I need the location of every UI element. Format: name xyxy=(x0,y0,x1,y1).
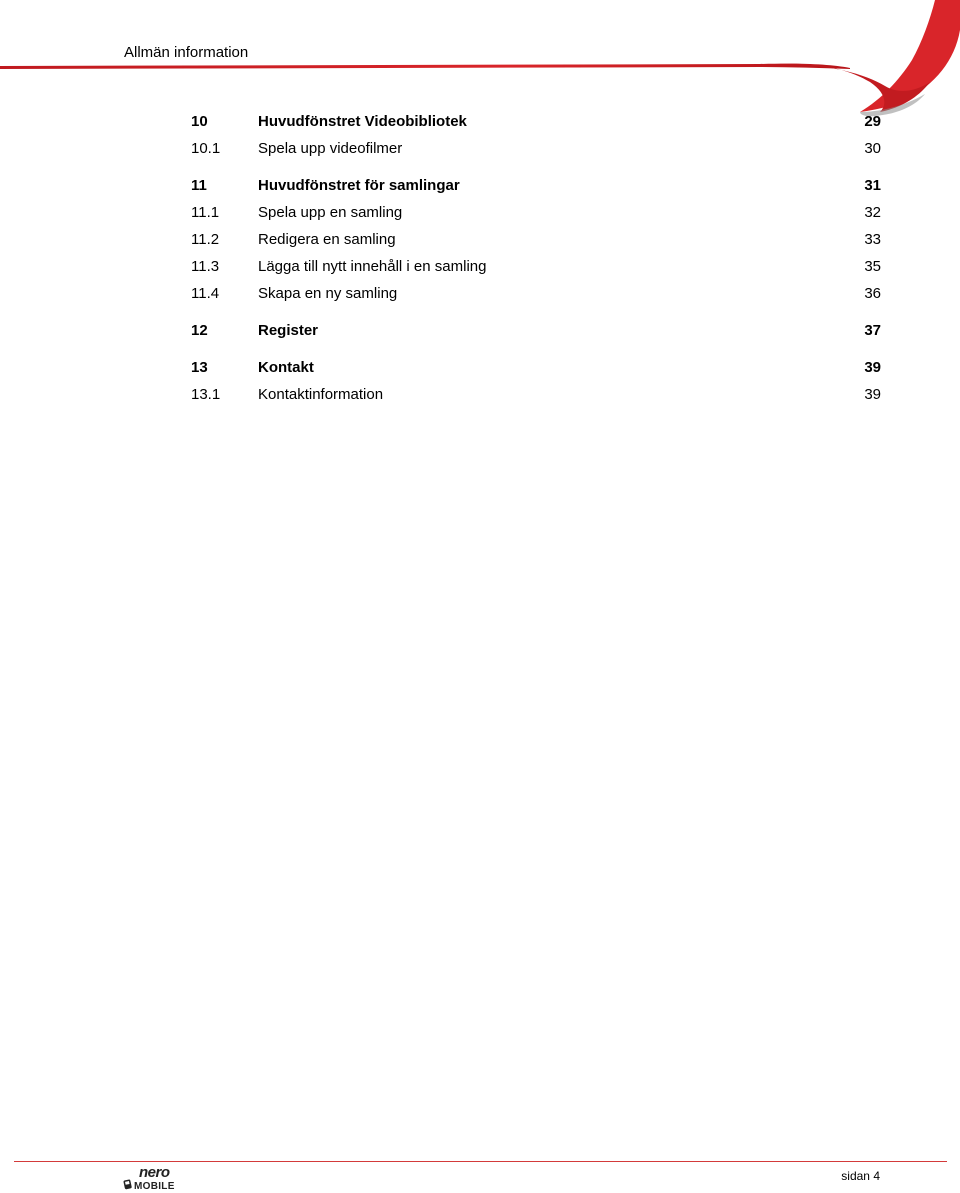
table-of-contents xyxy=(191,108,881,408)
toc-number: 11.1 xyxy=(191,204,220,221)
logo-nero-text: nero xyxy=(139,1165,170,1181)
toc-page-number: 29 xyxy=(864,113,881,130)
toc-entry[interactable] xyxy=(191,108,881,135)
footer-rule xyxy=(14,1161,947,1162)
header-title: Allmän information xyxy=(124,44,249,61)
toc-number: 13 xyxy=(191,359,208,376)
toc-page-number: 33 xyxy=(864,231,881,248)
toc-title: Kontaktinformation xyxy=(258,386,384,403)
toc-title: Huvudfönstret Videobibliotek xyxy=(258,113,467,130)
nero-mobile-logo-icon xyxy=(122,1165,198,1191)
logo-mobile-text: MOBILE xyxy=(134,1181,175,1191)
toc-number: 10.1 xyxy=(191,140,221,157)
toc-number: 11.3 xyxy=(191,258,220,275)
toc-entry[interactable] xyxy=(191,317,881,344)
toc-page-number: 39 xyxy=(864,359,881,376)
toc-title: Spela upp en samling xyxy=(258,204,403,221)
toc-entry[interactable] xyxy=(191,172,881,199)
toc-title: Lägga till nytt innehåll i en samling xyxy=(258,258,487,275)
toc-entry[interactable] xyxy=(191,381,881,408)
toc-entry[interactable] xyxy=(191,135,881,162)
page-number: sidan 4 xyxy=(841,1169,880,1183)
toc-page-number: 32 xyxy=(864,204,881,221)
toc-title: Huvudfönstret för samlingar xyxy=(258,177,460,194)
toc-entry[interactable] xyxy=(191,253,881,280)
toc-page-number: 39 xyxy=(864,386,881,403)
toc-page-number: 31 xyxy=(864,177,881,194)
toc-page-number: 30 xyxy=(864,140,881,157)
toc-entry[interactable] xyxy=(191,354,881,381)
toc-entry[interactable] xyxy=(191,280,881,307)
toc-entry[interactable] xyxy=(191,226,881,253)
toc-title: Spela upp videofilmer xyxy=(258,140,403,157)
toc-number: 10 xyxy=(191,113,208,130)
toc-title: Register xyxy=(258,322,319,339)
toc-title: Skapa en ny samling xyxy=(258,285,398,302)
toc-page-number: 35 xyxy=(864,258,881,275)
toc-number: 11 xyxy=(191,177,207,194)
toc-number: 13.1 xyxy=(191,386,221,403)
toc-title: Redigera en samling xyxy=(258,231,396,248)
toc-number: 11.4 xyxy=(191,285,220,302)
toc-title: Kontakt xyxy=(258,359,314,376)
toc-number: 11.2 xyxy=(191,231,220,248)
toc-number: 12 xyxy=(191,322,208,339)
toc-page-number: 36 xyxy=(864,285,881,302)
toc-page-number: 37 xyxy=(864,322,881,339)
toc-entry[interactable] xyxy=(191,199,881,226)
